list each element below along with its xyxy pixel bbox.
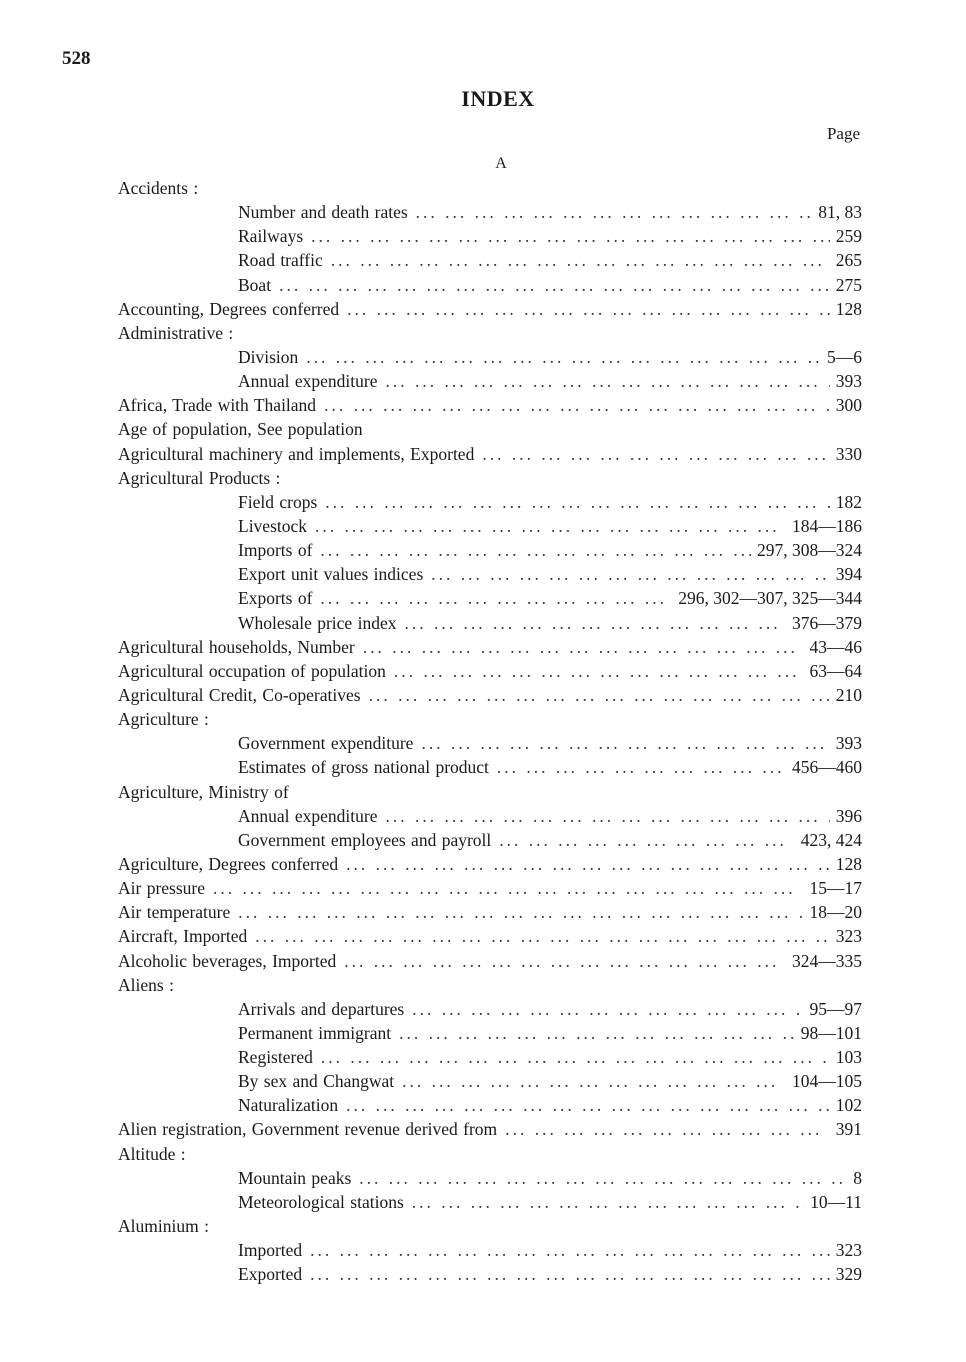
index-entry xyxy=(118,683,862,707)
entry-label: Aliens : xyxy=(118,974,174,995)
entry-label: Africa, Trade with Thailand xyxy=(118,395,317,416)
entry-pages: 259 xyxy=(835,226,862,247)
dot-leader xyxy=(279,273,830,297)
index-entry xyxy=(118,780,862,804)
index-subentry xyxy=(118,731,862,755)
entry-pages: 323 xyxy=(835,1240,862,1261)
dot-leader xyxy=(310,1262,830,1286)
index-entry xyxy=(118,466,862,490)
index-subentry xyxy=(118,1262,862,1286)
index-subentry xyxy=(118,1021,862,1045)
index-entry xyxy=(118,1142,862,1166)
index-entry xyxy=(118,635,862,659)
entry-label: Alcoholic beverages, Imported xyxy=(118,950,337,971)
index-entry xyxy=(118,852,862,876)
entry-label: Accounting, Degrees conferred xyxy=(118,298,340,319)
entry-label: Government employees and payroll xyxy=(238,829,492,850)
dot-leader xyxy=(404,611,786,635)
index-subentry xyxy=(118,586,862,610)
index-entry xyxy=(118,297,862,321)
entry-label: Agriculture : xyxy=(118,709,209,730)
entry-pages: 329 xyxy=(835,1264,862,1285)
index-subentry xyxy=(118,273,862,297)
entry-pages: 210 xyxy=(835,684,862,705)
entry-label: Agricultural Credit, Co-operatives xyxy=(118,684,361,705)
dot-leader xyxy=(394,659,804,683)
entry-label: Meteorological stations xyxy=(238,1191,404,1212)
entry-pages: 63—64 xyxy=(809,660,862,681)
index-subentry xyxy=(118,755,862,779)
index-subentry xyxy=(118,224,862,248)
entry-pages: 104—105 xyxy=(792,1071,862,1092)
index-list xyxy=(118,176,862,1286)
dot-leader xyxy=(386,804,830,828)
entry-label: Agricultural machinery and implements, Exported xyxy=(118,443,475,464)
index-subentry xyxy=(118,369,862,393)
page-column-label: Page xyxy=(826,124,860,143)
entry-label: Annual expenditure xyxy=(238,805,378,826)
entry-label: Alien registration, Government revenue derived from xyxy=(118,1119,498,1140)
page-number: 528 xyxy=(62,48,91,69)
index-entry xyxy=(118,393,862,417)
dot-leader xyxy=(325,490,829,514)
index-subentry xyxy=(118,611,862,635)
entry-pages: 81, 83 xyxy=(818,202,862,223)
entry-label: Aluminium : xyxy=(118,1216,209,1237)
index-subentry xyxy=(118,248,862,272)
entry-pages: 98—101 xyxy=(800,1022,862,1043)
index-entry xyxy=(118,321,862,345)
dot-leader xyxy=(320,538,751,562)
dot-leader xyxy=(306,345,821,369)
entry-label: Agriculture, Ministry of xyxy=(118,781,289,802)
entry-label: Mountain peaks xyxy=(238,1167,352,1188)
index-subentry xyxy=(118,1190,862,1214)
entry-label: Railways xyxy=(238,226,304,247)
entry-label: Registered xyxy=(238,1047,313,1068)
entry-label: Altitude : xyxy=(118,1143,186,1164)
entry-label: Administrative : xyxy=(118,322,234,343)
dot-leader xyxy=(412,997,803,1021)
dot-leader xyxy=(369,683,830,707)
index-entry xyxy=(118,1117,862,1141)
index-entry xyxy=(118,1214,862,1238)
entry-pages: 297, 308—324 xyxy=(757,540,862,561)
entry-label: Naturalization xyxy=(238,1095,339,1116)
index-subentry xyxy=(118,1238,862,1262)
dot-leader xyxy=(399,1021,795,1045)
dot-leader xyxy=(499,828,794,852)
entry-label: Arrivals and departures xyxy=(238,998,405,1019)
entry-label: Livestock xyxy=(238,515,308,536)
entry-label: Permanent immigrant xyxy=(238,1022,392,1043)
entry-label: Estimates of gross national product xyxy=(238,757,489,778)
entry-pages: 128 xyxy=(835,853,862,874)
entry-label: Imported xyxy=(238,1240,303,1261)
dot-leader xyxy=(431,562,829,586)
entry-pages: 423, 424 xyxy=(800,829,862,850)
index-subentry xyxy=(118,997,862,1021)
entry-pages: 396 xyxy=(835,805,862,826)
index-entry xyxy=(118,417,862,441)
entry-label: Government expenditure xyxy=(238,733,414,754)
entry-label: Agricultural Products : xyxy=(118,467,281,488)
dot-leader xyxy=(402,1069,786,1093)
entry-pages: 391 xyxy=(835,1119,862,1140)
entry-label: Age of population, See population xyxy=(118,419,363,440)
section-letter: A xyxy=(495,155,507,172)
entry-label: Road traffic xyxy=(238,250,323,271)
index-entry xyxy=(118,949,862,973)
index-subentry xyxy=(118,804,862,828)
entry-pages: 393 xyxy=(835,733,862,754)
entry-pages: 265 xyxy=(835,250,862,271)
entry-pages: 376—379 xyxy=(792,612,862,633)
entry-label: Division xyxy=(238,346,299,367)
entry-pages: 300 xyxy=(835,395,862,416)
entry-pages: 393 xyxy=(835,371,862,392)
entry-label: Accidents : xyxy=(118,178,199,198)
dot-leader xyxy=(412,1190,804,1214)
entry-pages: 95—97 xyxy=(809,998,862,1019)
dot-leader xyxy=(238,900,803,924)
dot-leader xyxy=(346,1093,830,1117)
entry-label: Air pressure xyxy=(118,878,206,899)
index-subentry xyxy=(118,1069,862,1093)
entry-pages: 324—335 xyxy=(792,950,862,971)
index-entry xyxy=(118,973,862,997)
page-title: INDEX xyxy=(461,86,535,111)
entry-pages: 8 xyxy=(853,1167,862,1188)
index-subentry xyxy=(118,562,862,586)
entry-label: Air temperature xyxy=(118,902,231,923)
entry-label: Boat xyxy=(238,274,272,295)
entry-pages: 10—11 xyxy=(810,1191,862,1212)
entry-pages: 5—6 xyxy=(827,346,862,367)
dot-leader xyxy=(386,369,830,393)
index-subentry xyxy=(118,1093,862,1117)
dot-leader xyxy=(347,297,830,321)
dot-leader xyxy=(315,514,786,538)
entry-label: Aircraft, Imported xyxy=(118,926,248,947)
entry-pages: 182 xyxy=(835,491,862,512)
entry-label: Agriculture, Degrees conferred xyxy=(118,853,339,874)
dot-leader xyxy=(359,1166,847,1190)
entry-pages: 128 xyxy=(835,298,862,319)
index-entry xyxy=(118,876,862,900)
entry-label: Agricultural households, Number xyxy=(118,636,355,657)
dot-leader xyxy=(363,635,804,659)
index-entry xyxy=(118,924,862,948)
entry-label: Imports of xyxy=(238,540,313,561)
entry-pages: 15—17 xyxy=(809,878,862,899)
dot-leader xyxy=(482,442,829,466)
index-subentry xyxy=(118,514,862,538)
entry-label: Wholesale price index xyxy=(238,612,397,633)
index-subentry xyxy=(118,1166,862,1190)
entry-pages: 323 xyxy=(835,926,862,947)
dot-leader xyxy=(311,224,830,248)
dot-leader xyxy=(310,1238,830,1262)
index-entry xyxy=(118,176,862,200)
entry-label: Field crops xyxy=(238,491,318,512)
index-entry xyxy=(118,900,862,924)
dot-leader xyxy=(213,876,803,900)
index-subentry xyxy=(118,200,862,224)
entry-pages: 275 xyxy=(835,274,862,295)
dot-leader xyxy=(344,949,786,973)
index-entry xyxy=(118,442,862,466)
entry-label: Agricultural occupation of population xyxy=(118,660,386,681)
entry-label: Number and death rates xyxy=(238,202,408,223)
dot-leader xyxy=(321,1045,830,1069)
entry-pages: 456—460 xyxy=(792,757,862,778)
entry-pages: 330 xyxy=(835,443,862,464)
entry-pages: 18—20 xyxy=(809,902,862,923)
entry-pages: 394 xyxy=(835,564,862,585)
dot-leader xyxy=(331,248,830,272)
entry-pages: 43—46 xyxy=(809,636,862,657)
index-subentry xyxy=(118,490,862,514)
dot-leader xyxy=(320,586,672,610)
entry-label: By sex and Changwat xyxy=(238,1071,395,1092)
dot-leader xyxy=(421,731,829,755)
entry-label: Annual expenditure xyxy=(238,371,378,392)
index-subentry xyxy=(118,345,862,369)
dot-leader xyxy=(416,200,813,224)
entry-pages: 102 xyxy=(835,1095,862,1116)
dot-leader xyxy=(505,1117,830,1141)
entry-label: Exports of xyxy=(238,588,313,609)
index-entry xyxy=(118,659,862,683)
index-subentry xyxy=(118,1045,862,1069)
index-subentry xyxy=(118,828,862,852)
index-entry xyxy=(118,707,862,731)
dot-leader xyxy=(324,393,830,417)
entry-pages: 296, 302—307, 325—344 xyxy=(678,588,862,609)
index-subentry xyxy=(118,538,862,562)
dot-leader xyxy=(346,852,830,876)
entry-pages: 103 xyxy=(835,1047,862,1068)
entry-label: Export unit values indices xyxy=(238,564,424,585)
entry-label: Exported xyxy=(238,1264,303,1285)
dot-leader xyxy=(497,755,786,779)
dot-leader xyxy=(255,924,829,948)
entry-pages: 184—186 xyxy=(792,515,862,536)
